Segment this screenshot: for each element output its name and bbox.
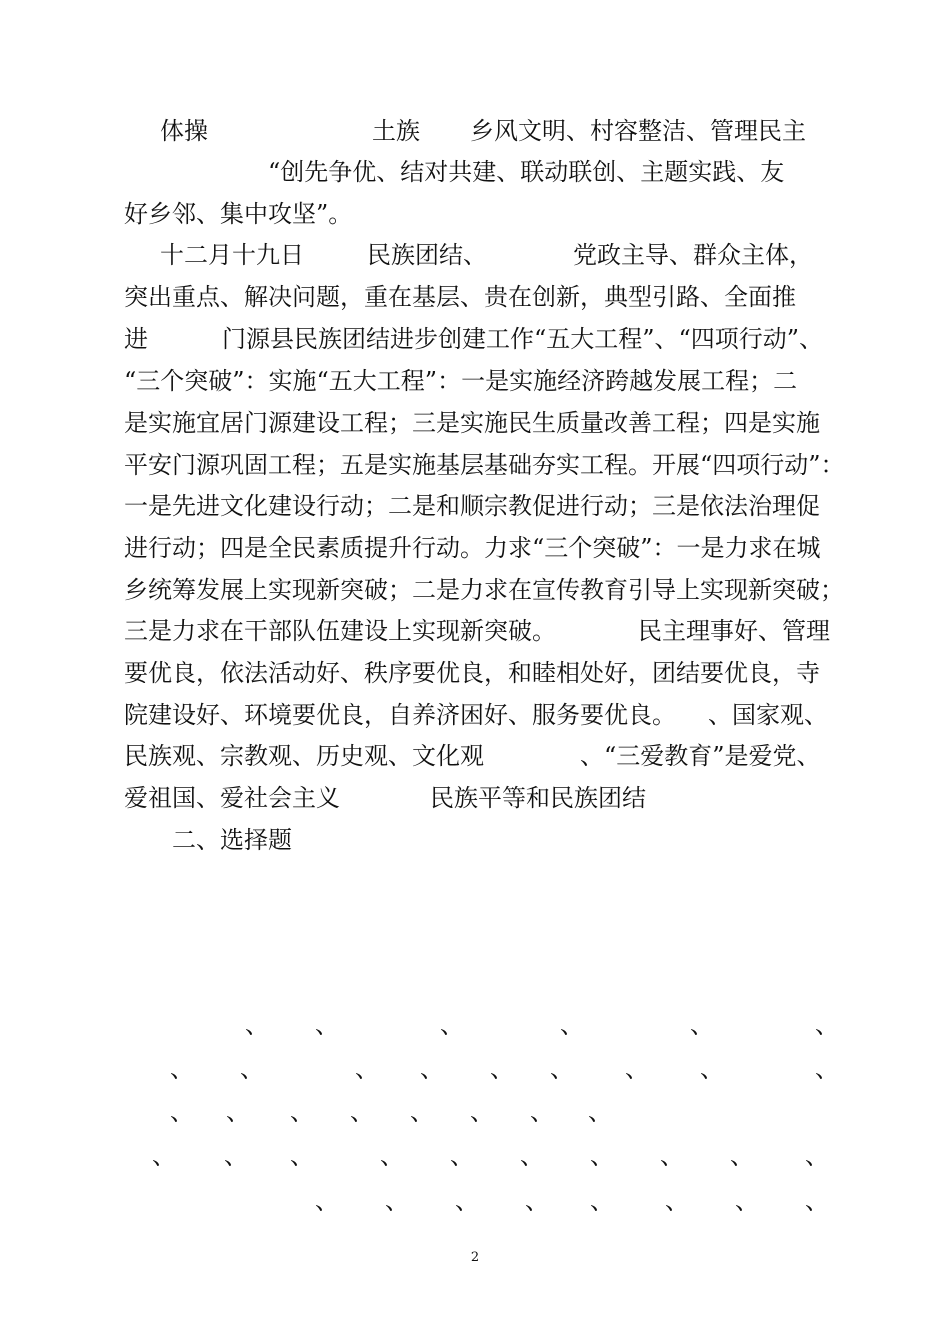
text-line-11	[0, 533, 950, 563]
separator-mark: 、	[290, 1098, 314, 1126]
text-line-13	[0, 616, 950, 646]
section-heading-text: 二、选择题	[172, 826, 292, 854]
separator-mark: 、	[315, 1011, 339, 1039]
separator-mark: 、	[170, 1098, 194, 1126]
text-fragment: 三是力求在干部队伍建设上实现新突破。	[124, 617, 556, 645]
text-fragment: 民族团结、	[367, 241, 487, 269]
text-line-1	[0, 116, 950, 146]
separator-mark: 、	[690, 1011, 714, 1039]
separator-mark: 、	[815, 1055, 839, 1083]
separator-mark: 、	[590, 1187, 614, 1215]
separator-mark: 、	[590, 1142, 614, 1170]
text-line-2	[0, 157, 950, 187]
separator-mark: 、	[440, 1011, 464, 1039]
text-fragment: 党政主导、群众主体，	[573, 241, 813, 269]
separator-mark: 、	[350, 1098, 374, 1126]
separator-mark: 、	[588, 1098, 612, 1126]
text-line-17	[0, 783, 950, 813]
text-fragment: 乡统筹发展上实现新突破；二是力求在宣传教育引导上实现新突破；	[124, 576, 844, 604]
text-fragment: “三个突破”：实施“五大工程”：一是实施经济跨越发展工程；二	[124, 367, 798, 395]
text-fragment: 是实施宜居门源建设工程；三是实施民生质量改善工程；四是实施	[124, 409, 820, 437]
text-fragment: 院建设好、环境要优良，自养济困好、服务要优良。	[124, 701, 676, 729]
separator-mark: 、	[735, 1187, 759, 1215]
text-fragment: 突出重点、解决问题，重在基层、贵在创新，典型引路、全面推	[124, 283, 796, 311]
text-fragment: 土族	[372, 117, 420, 145]
text-line-3	[0, 199, 950, 229]
separator-mark: 、	[385, 1187, 409, 1215]
separator-mark: 、	[226, 1098, 250, 1126]
separator-mark: 、	[815, 1011, 839, 1039]
separator-mark: 、	[380, 1142, 404, 1170]
text-line-4	[0, 240, 950, 270]
separator-mark: 、	[170, 1055, 194, 1083]
separator-mark: 、	[355, 1055, 379, 1083]
separator-mark: 、	[240, 1055, 264, 1083]
separator-mark: 、	[730, 1142, 754, 1170]
text-fragment: 、“三爱教育”是爱党、	[580, 742, 821, 770]
section-heading	[0, 825, 950, 855]
separator-mark: 、	[560, 1011, 584, 1039]
separator-mark: 、	[700, 1055, 724, 1083]
text-fragment: 乡风文明、村容整洁、管理民主	[470, 117, 806, 145]
text-fragment: 好乡邻、集中攻坚”。	[124, 200, 353, 228]
text-fragment: 十二月十九日	[160, 241, 304, 269]
text-fragment: 门源县民族团结进步创建工作“五大工程”、“四项行动”、	[222, 325, 824, 353]
separator-mark: 、	[525, 1187, 549, 1215]
text-line-6	[0, 324, 950, 354]
text-fragment: 进行动；四是全民素质提升行动。力求“三个突破”：一是力求在城	[124, 534, 821, 562]
text-line-7	[0, 366, 950, 396]
separator-mark: 、	[665, 1187, 689, 1215]
separator-mark: 、	[455, 1187, 479, 1215]
separator-mark: 、	[625, 1055, 649, 1083]
separator-mark: 、	[805, 1187, 829, 1215]
separator-mark: 、	[490, 1055, 514, 1083]
page-number: 2	[470, 1250, 480, 1265]
separator-mark: 、	[520, 1142, 544, 1170]
separator-mark: 、	[550, 1055, 574, 1083]
text-fragment: 体操	[160, 117, 208, 145]
text-line-15	[0, 700, 950, 730]
text-fragment: 一是先进文化建设行动；二是和顺宗教促进行动；三是依法治理促	[124, 492, 820, 520]
separator-mark: 、	[450, 1142, 474, 1170]
separator-mark: 、	[530, 1098, 554, 1126]
separator-mark: 、	[470, 1098, 494, 1126]
separator-mark: 、	[245, 1011, 269, 1039]
separator-mark: 、	[290, 1142, 314, 1170]
separator-mark: 、	[805, 1142, 829, 1170]
text-fragment: 民主理事好、管理	[638, 617, 830, 645]
text-line-5	[0, 282, 950, 312]
text-fragment: 进	[124, 325, 148, 353]
text-line-12	[0, 575, 950, 605]
separator-mark: 、	[660, 1142, 684, 1170]
text-line-16	[0, 741, 950, 771]
text-fragment: 民族观、宗教观、历史观、文化观	[124, 742, 484, 770]
separator-mark: 、	[152, 1142, 176, 1170]
text-line-10	[0, 491, 950, 521]
text-fragment: 、国家观、	[708, 701, 828, 729]
text-fragment: 民族平等和民族团结	[430, 784, 646, 812]
separator-mark: 、	[410, 1098, 434, 1126]
text-fragment: “创先争优、结对共建、联动联创、主题实践、友	[268, 158, 785, 186]
text-fragment: 要优良，依法活动好、秩序要优良，和睦相处好，团结要优良，寺	[124, 659, 820, 687]
separator-mark: 、	[224, 1142, 248, 1170]
text-fragment: 平安门源巩固工程；五是实施基层基础夯实工程。开展“四项行动”：	[124, 451, 845, 479]
text-line-14	[0, 658, 950, 688]
text-line-8	[0, 408, 950, 438]
separator-mark: 、	[420, 1055, 444, 1083]
text-fragment: 爱祖国、爱社会主义	[124, 784, 340, 812]
separator-mark: 、	[315, 1187, 339, 1215]
text-line-9	[0, 450, 950, 480]
